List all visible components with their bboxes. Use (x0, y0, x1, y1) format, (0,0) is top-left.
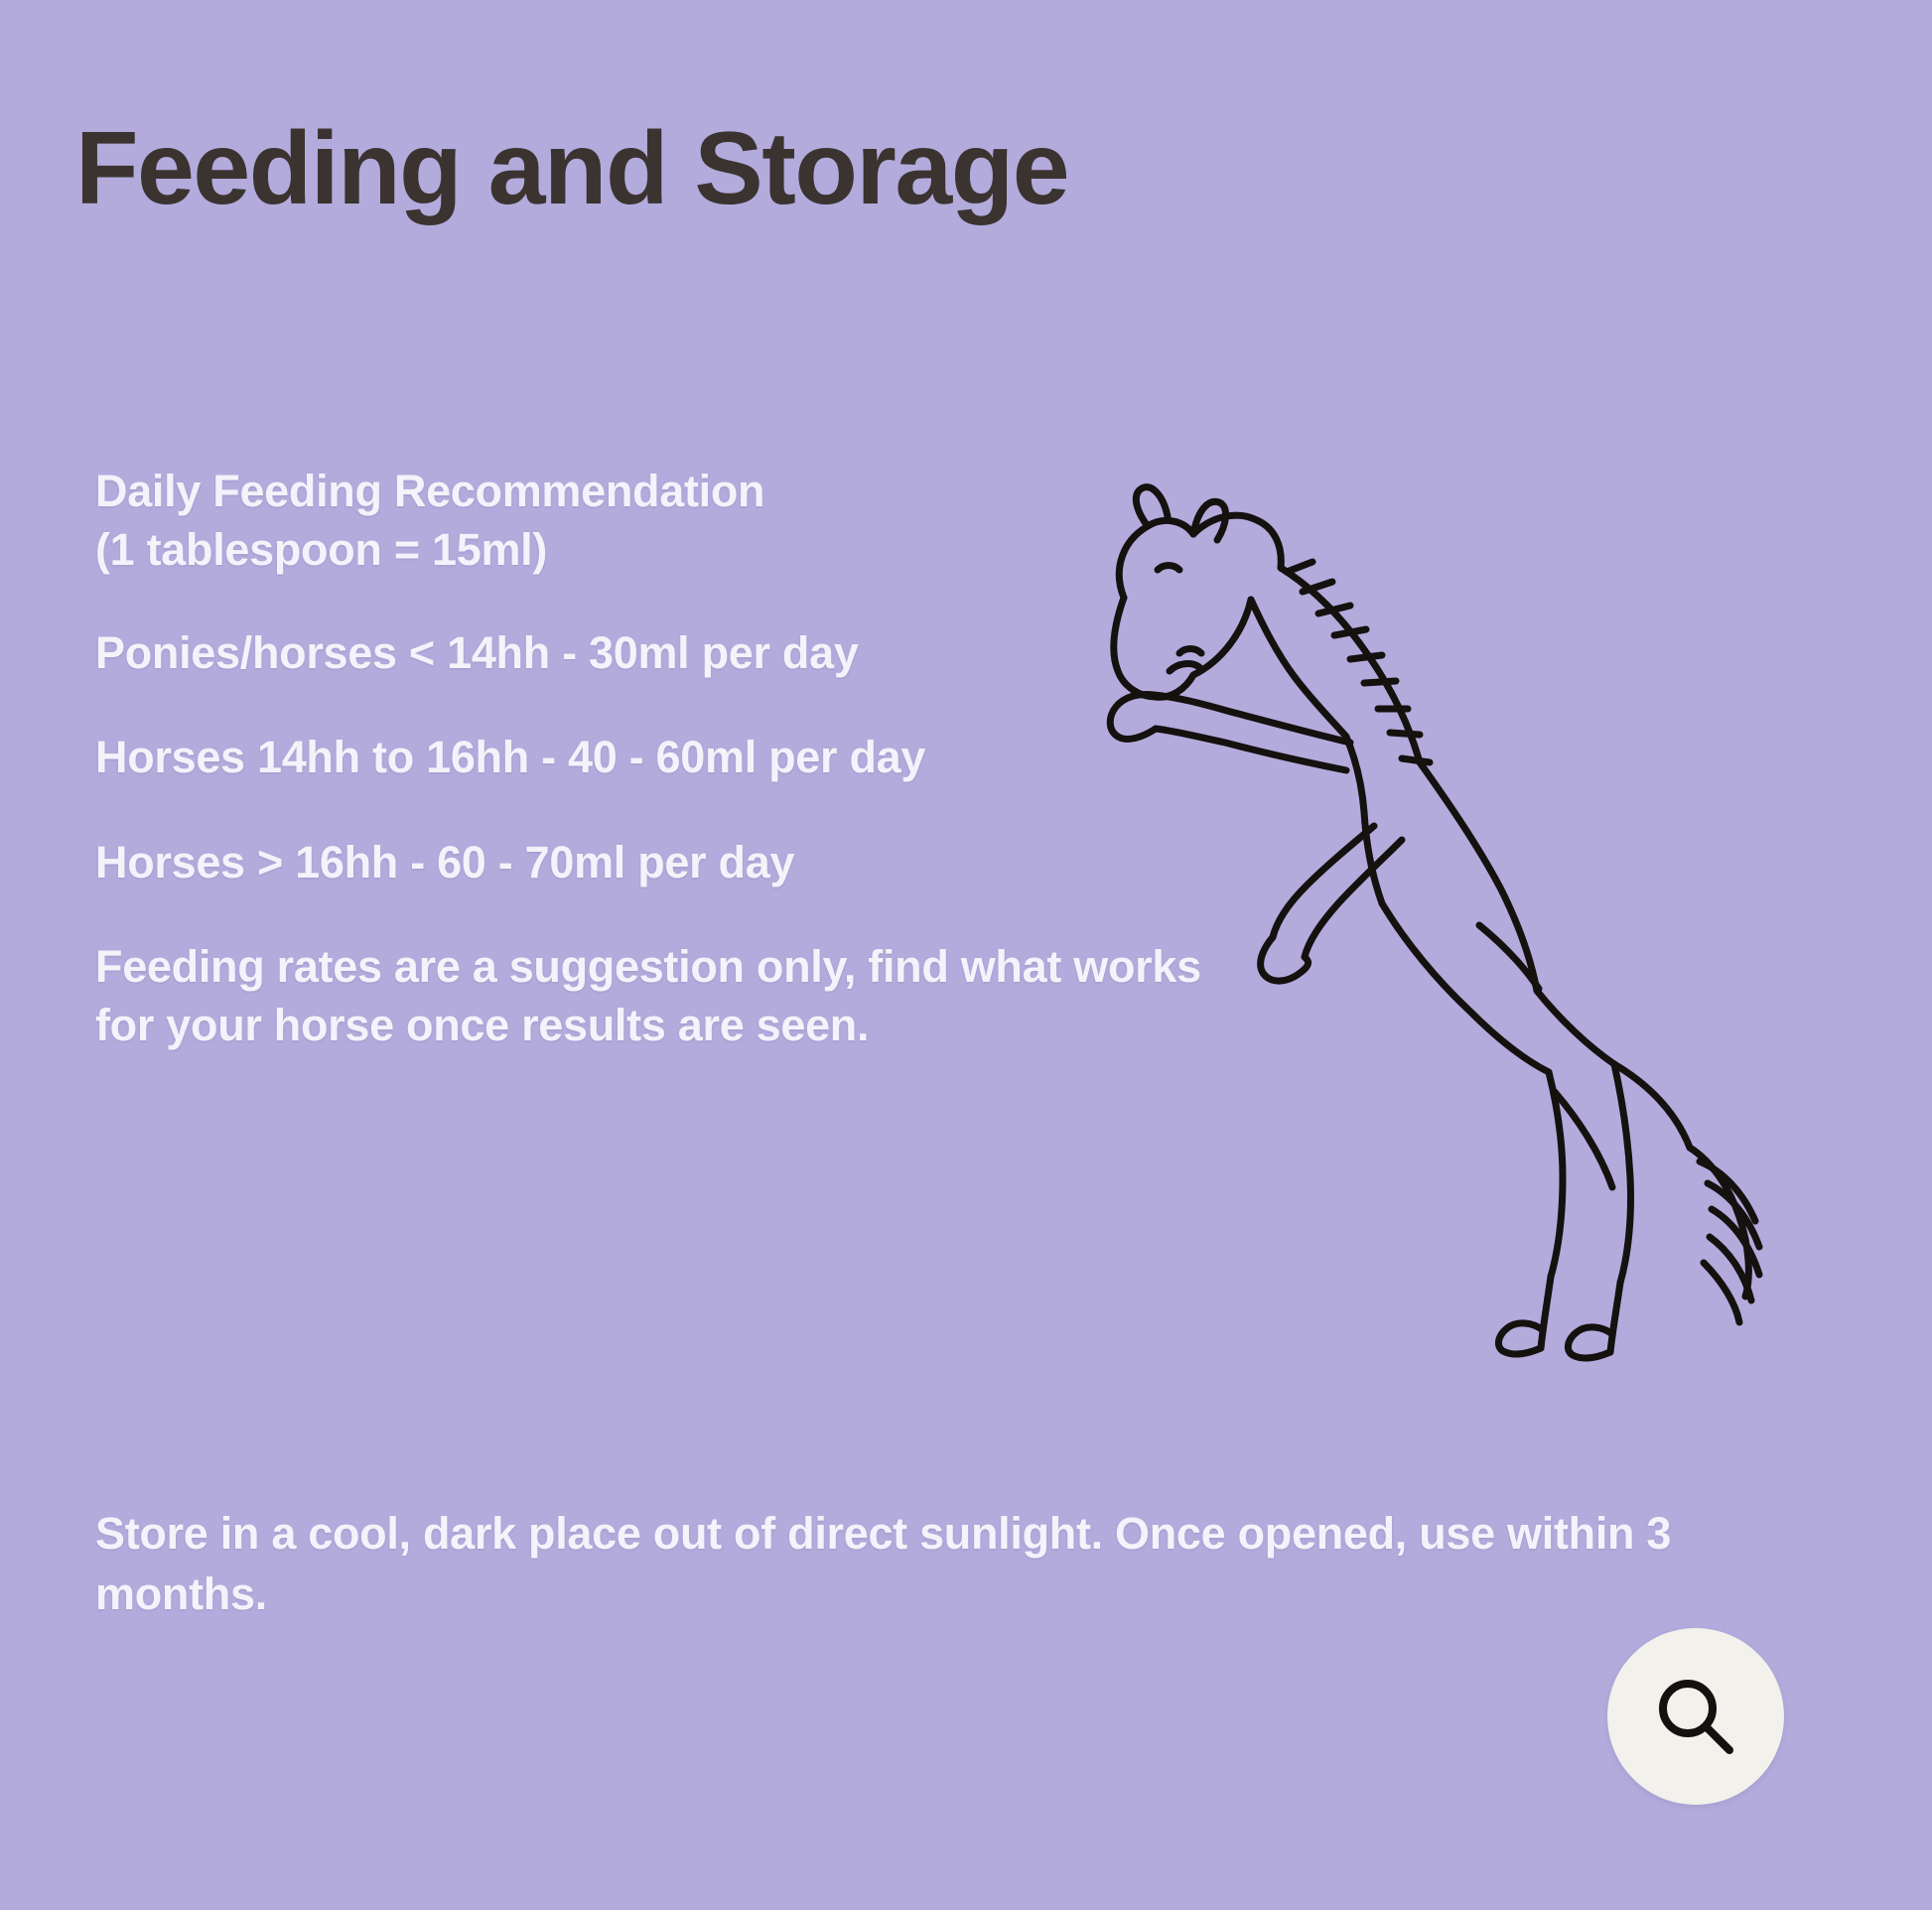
storage-instructions: Store in a cool, dark place out of direct sunlight. Once opened, use within 3 months. (95, 1508, 1672, 1619)
search-button[interactable] (1607, 1628, 1784, 1805)
feeding-rate-mid: Horses 14hh to 16hh - 40 - 60ml per day (95, 732, 926, 783)
page-title: Feeding and Storage (75, 111, 1069, 226)
feeding-heading (95, 462, 1207, 580)
feeding-rate-large: Horses > 16hh - 60 - 70ml per day (95, 836, 795, 887)
search-icon (1650, 1671, 1741, 1762)
feeding-heading-line-1: Daily Feeding Recommendation (95, 466, 765, 516)
feeding-rate-ponies: Ponies/horses < 14hh - 30ml per day (95, 626, 859, 678)
feeding-recommendations (95, 462, 1207, 1055)
rearing-horse-icon (1052, 477, 1837, 1370)
feeding-disclaimer: Feeding rates are a suggestion only, find what works for your horse once results are seen. (95, 940, 1201, 1051)
feeding-heading-line-2: (1 tablespoon = 15ml) (95, 524, 548, 576)
